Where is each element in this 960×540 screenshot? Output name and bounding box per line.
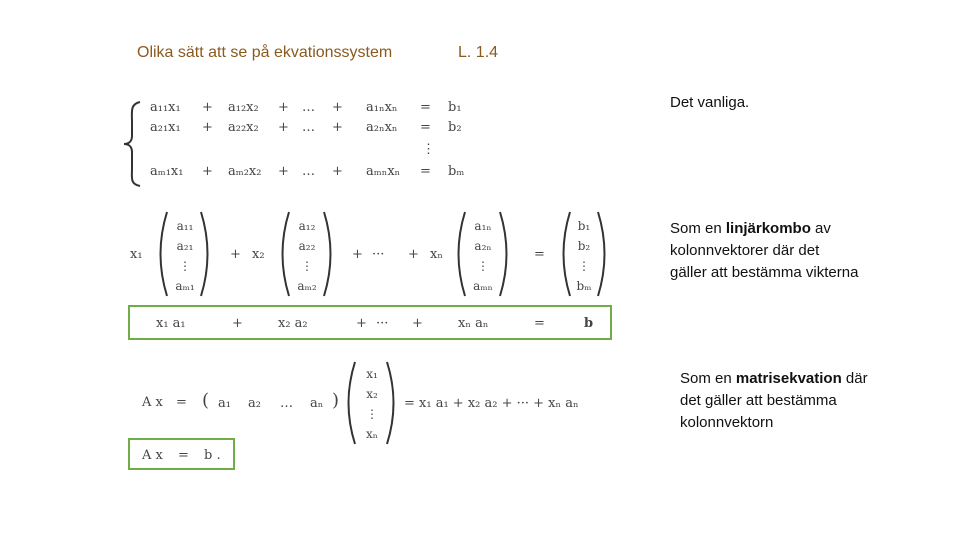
system-term: a₂₁x₁ [150,120,181,135]
lc-coef: xₙ [430,247,443,262]
lc-entry: a₂ₙ [474,239,492,253]
note-me-bold: matrisekvation [735,370,842,387]
xvec-left-paren [349,362,356,444]
lc-compact-box [128,305,612,340]
lc-compact-equals: = [534,316,545,331]
lc-plus: + [408,247,419,262]
me-compact-rhs: b . [204,448,221,463]
lc-compact-op: + [356,316,367,331]
lc-entry: aₘ₁ [175,279,195,293]
system-op: + [332,100,343,115]
rhs-right-paren [598,212,605,296]
lc-compact-term: x₂ a₂ [278,316,308,331]
lc-entry: b₁ [577,219,591,233]
system-op: + [202,120,213,135]
me-row-entry: aₙ [310,396,324,411]
coln-left-paren [459,212,466,296]
lc-entry: a₂₁ [176,239,194,253]
lc-dots: ··· [372,247,385,262]
lc-entry: ⋮ [301,259,313,273]
lc-entry: aₘₙ [473,279,493,293]
system-row [150,164,470,184]
lc-compact-dots: ··· [376,316,389,331]
lc-entry: a₁₂ [298,219,316,233]
me-row-entry: a₂ [248,396,261,411]
me-row-left-paren: ( [202,390,210,411]
system-op: + [202,164,213,179]
lc-column-vector [292,216,322,296]
lc-compact-rhs: b [584,316,594,331]
system-vdots: ⋮ [422,142,435,157]
me-row-right-paren: ) [332,390,340,411]
note-lc-post: av kolonnvektorer där det gäller att bestämma vikterna [670,220,859,281]
system-term: a₁₂x₂ [228,100,259,115]
lc-plus: + [352,247,363,262]
me-row-entry: a₁ [218,396,231,411]
lc-entry: a₂₂ [298,239,316,253]
system-term: a₁ₙxₙ [366,100,398,115]
page-title: Olika sätt att se på ekvationssystem [137,44,393,61]
me-x-entry: xₙ [366,427,378,441]
me-lhs: A x [142,395,163,410]
lc-entry: a₁ₙ [474,219,492,233]
system-term: aₘ₁x₁ [150,164,184,179]
lc-compact-term: xₙ aₙ [458,316,489,331]
lc-entry: bₘ [576,279,592,293]
note-me-post: där det gäller att bestämma kolonnvektorn [680,370,868,431]
system-dots: … [302,100,315,115]
lc-compact-term: x₁ a₁ [156,316,186,331]
note-usual: Det vanliga. [670,94,750,111]
system-rhs: b₂ [448,120,462,135]
lc-column-vector [468,216,498,296]
col2-right-paren [324,212,331,296]
col1-right-paren [201,212,208,296]
me-compact-equals: = [178,448,189,463]
lc-entry: ⋮ [578,259,590,273]
lc-coef: x₂ [252,247,265,262]
me-x-entry: ⋮ [366,407,378,421]
me-compact-box [128,438,235,470]
note-me-pre: Som en [680,370,736,387]
system-op: + [278,100,289,115]
col2-left-paren [283,212,290,296]
lc-rhs-vector [572,216,596,296]
system-brace [124,102,140,186]
system-op: + [332,164,343,179]
system-op: + [202,100,213,115]
system-equals: = [420,120,431,135]
lc-coef: x₁ [130,247,143,262]
system-term: aₘ₂x₂ [228,164,262,179]
system-row [150,120,470,140]
me-rhs-expansion: = x₁ a₁ + x₂ a₂ + ··· + xₙ aₙ [404,396,579,411]
lc-plus: + [230,247,241,262]
lc-compact-op: + [232,316,243,331]
lc-entry: ⋮ [179,259,191,273]
system-term: aₘₙxₙ [366,164,401,179]
system-dots: … [302,120,315,135]
lc-equals: = [534,247,545,262]
system-rhs: b₁ [448,100,462,115]
me-x-vector [358,364,386,444]
system-rhs: bₘ [448,164,465,179]
system-row [150,100,470,120]
xvec-right-paren [387,362,394,444]
note-lc-bold: linjärkombo [725,220,811,237]
system-op: + [332,120,343,135]
section-label: L. 1.4 [458,44,499,61]
lc-compact-op: + [412,316,423,331]
col1-left-paren [161,212,168,296]
lc-entry: ⋮ [477,259,489,273]
lc-entry: aₘ₂ [297,279,317,293]
system-op: + [278,164,289,179]
system-equals: = [420,100,431,115]
me-compact-lhs: A x [142,448,163,463]
note-lc-pre: Som en [670,220,726,237]
system-term: a₂ₙxₙ [366,120,398,135]
lc-column-vector [170,216,200,296]
lc-entry: a₁₁ [176,219,194,233]
equation-system [150,100,470,186]
lc-entry: b₂ [577,239,591,253]
me-equals: = [176,395,187,410]
system-term: a₁₁x₁ [150,100,181,115]
rhs-left-paren [564,212,571,296]
system-term: a₂₂x₂ [228,120,259,135]
system-dots: … [302,164,315,179]
me-x-entry: x₂ [366,387,378,401]
system-equals: = [420,164,431,179]
system-op: + [278,120,289,135]
me-x-entry: x₁ [366,367,378,381]
coln-right-paren [500,212,507,296]
me-row-entry: … [280,396,293,411]
